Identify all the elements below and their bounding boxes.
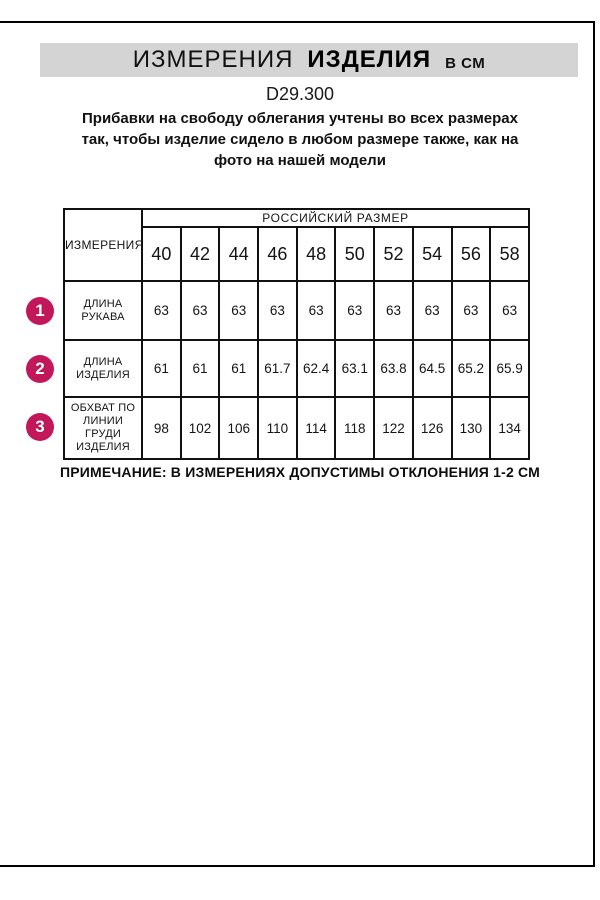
size-header: 42 <box>181 227 220 281</box>
measurement-value: 63 <box>219 281 258 340</box>
table-corner-header: ИЗМЕРЕНИЯ <box>64 209 142 281</box>
row-number-badge-2: 2 <box>26 355 54 383</box>
measurement-value: 65.9 <box>490 340 529 397</box>
tolerance-note: ПРИМЕЧАНИЕ: В ИЗМЕРЕНИЯХ ДОПУСТИМЫ ОТКЛОНЕНИЯ 1-2 СМ <box>59 464 541 480</box>
size-header: 44 <box>219 227 258 281</box>
measurement-value: 106 <box>219 397 258 459</box>
table-row-sleeve-length <box>64 281 529 340</box>
measurement-value: 110 <box>258 397 297 459</box>
size-table <box>63 208 530 460</box>
row-number-badge-3: 3 <box>26 413 54 441</box>
size-header: 56 <box>452 227 491 281</box>
size-header: 46 <box>258 227 297 281</box>
measurement-value: 130 <box>452 397 491 459</box>
title-units: В СМ <box>445 54 486 72</box>
table-row-item-length <box>64 340 529 397</box>
measurement-value: 63 <box>490 281 529 340</box>
measurement-value: 98 <box>142 397 181 459</box>
size-header: 52 <box>374 227 413 281</box>
measurement-value: 126 <box>413 397 452 459</box>
product-description: Прибавки на свободу облегания учтены во всех размерах так, чтобы изделие сидело в любом размере также, как на фото на нашей модели <box>81 110 519 169</box>
measurement-value: 122 <box>374 397 413 459</box>
measurement-value: 63 <box>181 281 220 340</box>
measurement-value: 61 <box>219 340 258 397</box>
size-header: 58 <box>490 227 529 281</box>
size-header: 40 <box>142 227 181 281</box>
title-measurements: ИЗМЕРЕНИЯ <box>132 46 294 73</box>
title-product: ИЗДЕЛИЯ <box>307 46 432 73</box>
measurement-value: 134 <box>490 397 529 459</box>
size-header: 50 <box>335 227 374 281</box>
row-number-badge-1: 1 <box>26 297 54 325</box>
measurement-value: 63 <box>374 281 413 340</box>
measurement-value: 63 <box>142 281 181 340</box>
measurement-value: 61.7 <box>258 340 297 397</box>
measurement-value: 102 <box>181 397 220 459</box>
size-header: 48 <box>297 227 336 281</box>
measurement-value: 62.4 <box>297 340 336 397</box>
row-label: ОБХВАТ ПО ЛИНИИ ГРУДИ ИЗДЕЛИЯ <box>64 397 142 459</box>
title-bar <box>40 43 578 77</box>
measurement-value: 63 <box>452 281 491 340</box>
model-code: D29.300 <box>265 84 335 104</box>
measurement-value: 63.8 <box>374 340 413 397</box>
measurement-value: 61 <box>142 340 181 397</box>
measurement-value: 65.2 <box>452 340 491 397</box>
measurement-value: 63 <box>413 281 452 340</box>
table-group-header: РОССИЙСКИЙ РАЗМЕР <box>142 209 529 227</box>
measurement-value: 64.5 <box>413 340 452 397</box>
measurement-value: 63.1 <box>335 340 374 397</box>
measurement-value: 114 <box>297 397 336 459</box>
measurement-value: 63 <box>297 281 336 340</box>
measurement-value: 118 <box>335 397 374 459</box>
row-label: ДЛИНА ИЗДЕЛИЯ <box>64 340 142 397</box>
row-label: ДЛИНА РУКАВА <box>64 281 142 340</box>
measurement-value: 63 <box>335 281 374 340</box>
measurement-value: 61 <box>181 340 220 397</box>
size-header: 54 <box>413 227 452 281</box>
table-row-chest-girth <box>64 397 529 459</box>
measurement-value: 63 <box>258 281 297 340</box>
